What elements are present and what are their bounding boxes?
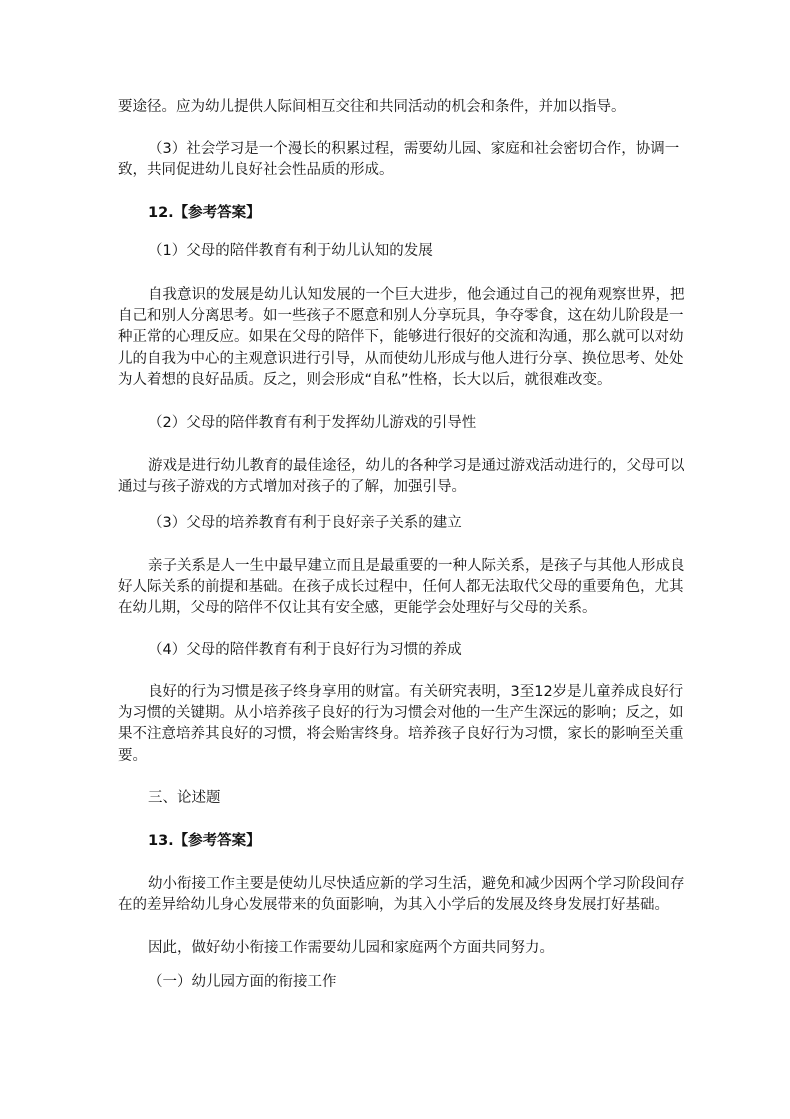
text-line: 13.【参考答案】 bbox=[148, 833, 261, 849]
paragraph bbox=[118, 285, 685, 391]
text-line: 12.【参考答案】 bbox=[148, 205, 261, 221]
text-line: 要。 bbox=[118, 747, 147, 764]
text-line: 三、论述题 bbox=[148, 790, 221, 806]
text-line: 种正常的心理反应。如果在父母的陪伴下，能够进行很好的交流和沟通，那么就可以对幼 bbox=[118, 329, 684, 346]
text-line: 致，共同促进幼儿良好社会性品质的形成。 bbox=[118, 162, 394, 179]
text-line: 因此，做好幼小衔接工作需要幼儿园和家庭两个方面共同努力。 bbox=[148, 940, 554, 956]
section-heading bbox=[118, 788, 674, 809]
text-line: （2）父母的陪伴教育有利于发挥幼儿游戏的引导性 bbox=[148, 415, 477, 431]
paragraph bbox=[118, 139, 680, 181]
subheading bbox=[118, 513, 674, 534]
answer-heading-13 bbox=[118, 831, 674, 852]
text-line: 幼小衔接工作主要是使幼儿尽快适应新的学习生活，避免和减少因两个学习阶段间存 bbox=[148, 876, 685, 892]
text-line: 在的差异给幼儿身心发展带来的负面影响，为其入小学后的发展及终身发展打好基础。 bbox=[118, 897, 669, 914]
subheading bbox=[118, 972, 674, 993]
paragraph bbox=[118, 456, 685, 498]
answer-heading-12 bbox=[118, 203, 674, 224]
text-line: 儿的自我为中心的主观意识进行引导，从而使幼儿形成与他人进行分享、换位思考、处处 bbox=[118, 350, 684, 367]
text-line: （1）父母的陪伴教育有利于幼儿认知的发展 bbox=[148, 243, 433, 259]
text-line: 自我意识的发展是幼儿认知发展的一个巨大进步，他会通过自己的视角观察世界，把 bbox=[148, 287, 685, 303]
subheading bbox=[118, 241, 674, 262]
paragraph bbox=[118, 556, 685, 620]
paragraph bbox=[118, 97, 674, 118]
text-line: （一）幼儿园方面的衔接工作 bbox=[148, 974, 337, 990]
text-line: 游戏是进行幼儿教育的最佳途径，幼儿的各种学习是通过游戏活动进行的，父母可以 bbox=[148, 458, 685, 474]
paragraph bbox=[118, 682, 684, 767]
text-line: （3）社会学习是一个漫长的积累过程，需要幼儿园、家庭和社会密切合作，协调一 bbox=[148, 141, 680, 157]
text-line: 在幼儿期，父母的陪伴不仅让其有安全感，更能学会处理好与父母的关系。 bbox=[118, 600, 597, 617]
text-line: 为习惯的关键期。从小培养孩子良好的行为习惯会对他的一生产生深远的影响；反之，如 bbox=[118, 705, 684, 722]
text-line: 通过与孩子游戏的方式增加对孩子的了解，加强引导。 bbox=[118, 479, 466, 496]
text-line: 自己和别人分离思考。如一些孩子不愿意和别人分享玩具，争夺零食，这在幼儿阶段是一 bbox=[118, 308, 684, 325]
text-line: 良好的行为习惯是孩子终身享用的财富。有关研究表明，3至12岁是儿童养成良好行 bbox=[148, 684, 684, 700]
text-line: 果不注意培养其良好的习惯，将会贻害终身。培养孩子良好行为习惯，家长的影响至关重 bbox=[118, 726, 684, 743]
subheading bbox=[118, 640, 674, 661]
paragraph bbox=[118, 874, 685, 916]
text-line: 为人着想的良好品质。反之，则会形成“自私”性格，长大以后，就很难改变。 bbox=[118, 371, 612, 388]
text-line: 要途径。应为幼儿提供人际间相互交往和共同活动的机会和条件，并加以指导。 bbox=[118, 99, 626, 115]
text-line: 亲子关系是人一生中最早建立而且是最重要的一种人际关系，是孩子与其他人形成良 bbox=[148, 558, 685, 574]
paragraph bbox=[118, 938, 674, 959]
text-line: （4）父母的陪伴教育有利于良好行为习惯的养成 bbox=[148, 642, 462, 658]
subheading bbox=[118, 413, 674, 434]
text-line: （3）父母的培养教育有利于良好亲子关系的建立 bbox=[148, 515, 462, 531]
text-line: 好人际关系的前提和基础。在孩子成长过程中，任何人都无法取代父母的重要角色，尤其 bbox=[118, 579, 684, 596]
